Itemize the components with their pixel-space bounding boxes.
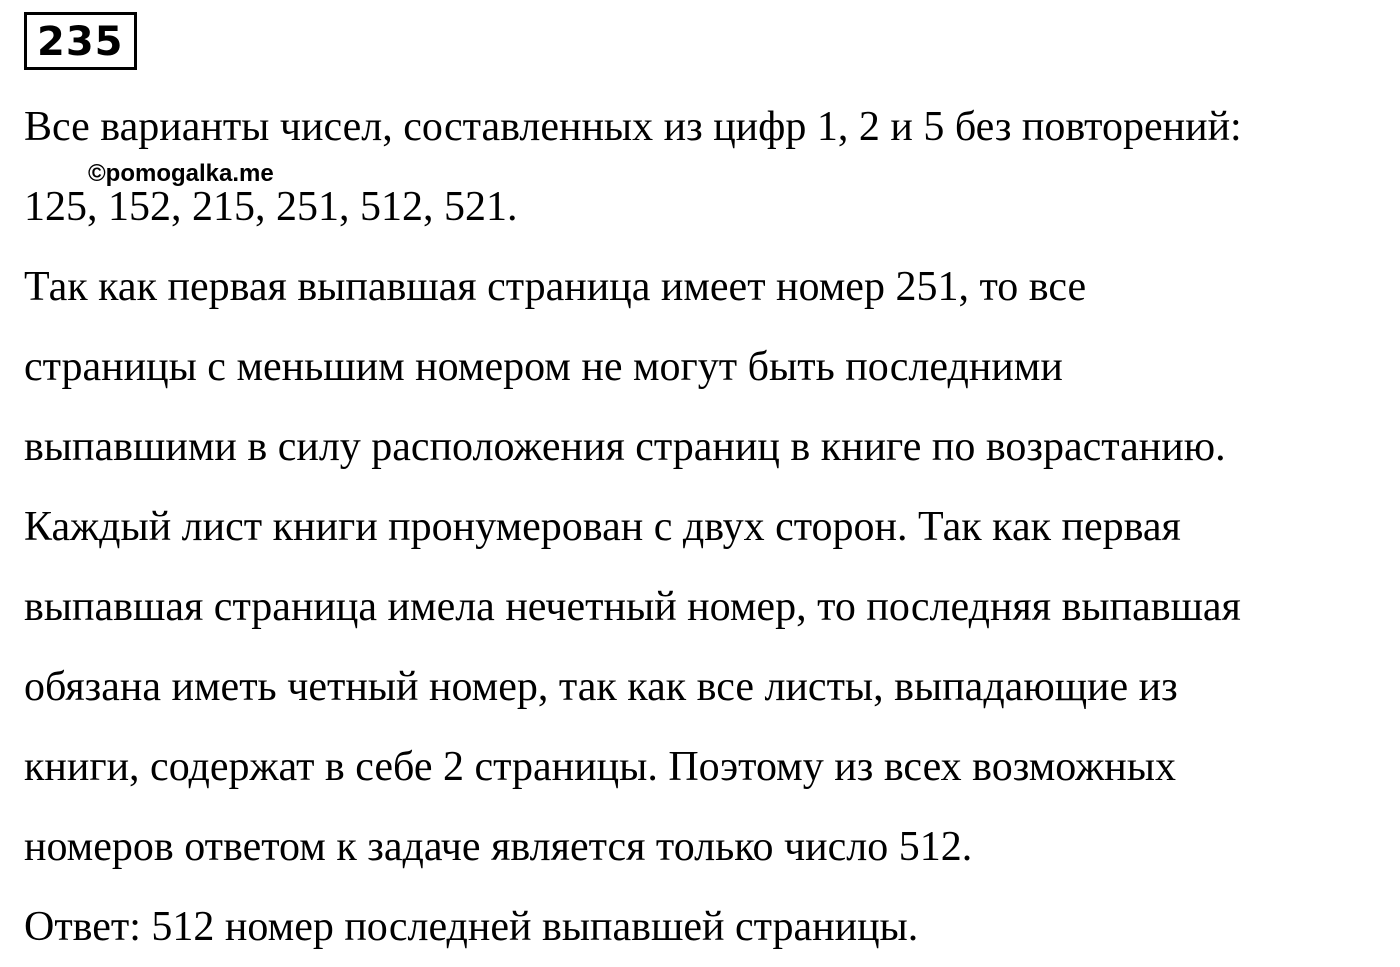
solution-line-5: выпавшими в силу расположения страниц в книге по возрастанию. xyxy=(24,424,1226,470)
watermark: ©pomogalka.me xyxy=(88,160,274,187)
problem-number-box: 235 xyxy=(24,12,137,70)
solution-line-4: страницы с меньшим номером не могут быть последними xyxy=(24,344,1063,390)
solution-line-8: обязана иметь четный номер, так как все листы, выпадающие из xyxy=(24,664,1178,710)
solution-line-3: Так как первая выпавшая страница имеет номер 251, то все xyxy=(24,264,1087,310)
answer-line: Ответ: 512 номер последней выпавшей страницы. xyxy=(24,904,919,950)
solution-line-7: выпавшая страница имела нечетный номер, то последняя выпавшая xyxy=(24,584,1241,630)
solution-line-2: 125, 152, 215, 251, 512, 521. xyxy=(24,184,518,230)
solution-line-6: Каждый лист книги пронумерован с двух сторон. Так как первая xyxy=(24,504,1181,550)
solution-line-9: книги, содержат в себе 2 страницы. Поэтому из всех возможных xyxy=(24,744,1176,790)
solution-line-10: номеров ответом к задаче является только число 512. xyxy=(24,824,973,870)
solution-line-1: Все варианты чисел, составленных из цифр 1, 2 и 5 без повторений: xyxy=(24,104,1242,150)
